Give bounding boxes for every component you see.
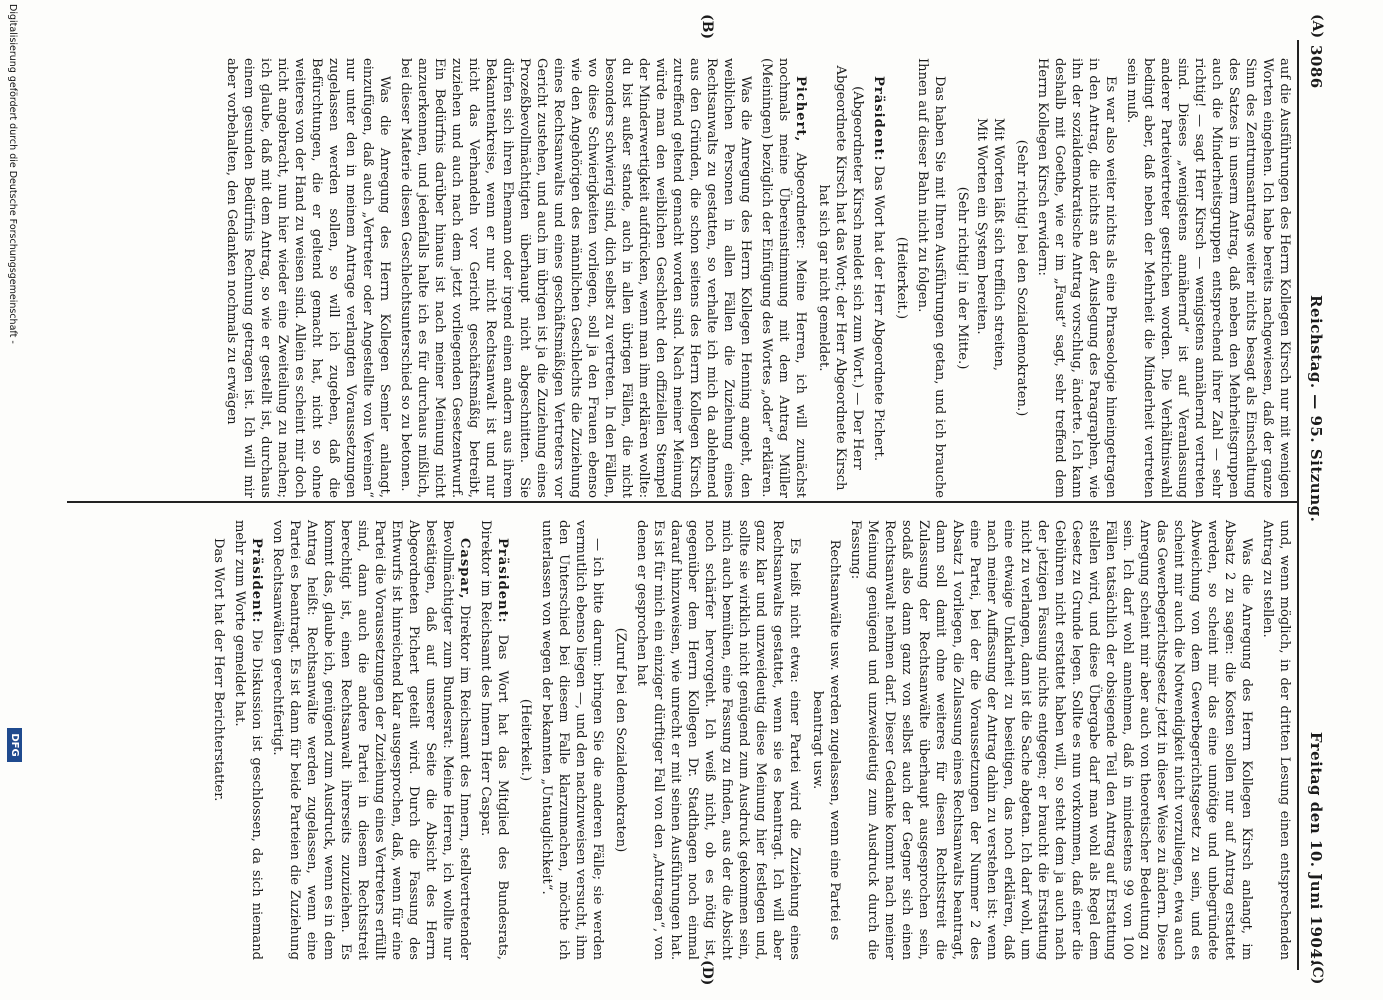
- margin-mark-c: (C): [1309, 960, 1325, 985]
- paragraph: Es heißt nicht etwa: einer Partei wird die Zuziehung eines Rechtsanwalts gestattet, wenn sie es beantragt. Ich will aber ganz klar und unzweideutig diese Meinung hier festlegen und, sollte sie wirklich nicht genügend zum Ausdruck gekommen sein, mich auch bemühen, eine Fassung zu finden, aus der die Absicht noch schärfer hervorgeht. Ich weiß nicht, ob es nötig ist, gegenüber dem Herrn Kollegen Dr. Stadthagen noch einmal darauf hinzuweisen, wie unrecht er mit seinen Ausführungen hat. Es ist für mich ein einziger dürftiger Fall von den „Antragen“, von denen er gesprochen hat: [634, 520, 802, 960]
- digitization-note: Digitalisierung gefördert durch die Deutsche Forschungsgemeinschaft -: [7, 4, 18, 344]
- paragraph: — ich bitte darum: bringen Sie die anderen Fälle; sie werden vermutlich ebenso liegen —, und den nachzuweisen versucht, ihm den Unterschied bei diesem Falle klarzumachen, möchte ich unterlassen von wegen der bekannten „Untauglichkeit“.: [539, 520, 605, 960]
- interjection: (Abgeordneter Kirsch meldet sich zum Wort.) — Der Herr Abgeordnete Kirsch hat das Wort; der Herr Abgeordnete Kirsch hat sich gar nicht gemeldet.: [816, 65, 865, 491]
- margin-mark-a: (A): [1309, 14, 1325, 39]
- interjection: (Zuruf bei den Sozialdemokraten): [613, 627, 628, 853]
- paragraph: [269, 520, 473, 960]
- interjection: (Sehr richtig! bei den Sozialdemokraten.): [1014, 139, 1029, 417]
- column-divider: [67, 501, 1297, 503]
- speaker-name: Pichert,: [793, 76, 808, 143]
- speaker-name: Caspar,: [457, 538, 472, 600]
- paragraph: [477, 520, 511, 960]
- margin-mark-b: (B): [699, 14, 715, 40]
- interjection: (Sehr richtig! in der Mitte.): [955, 186, 970, 370]
- running-title: Reichstag. — 95. Sitzung.: [1307, 295, 1325, 523]
- margin-mark-d: (D): [699, 960, 715, 986]
- interjection: (Heiterkeit.): [894, 236, 909, 320]
- left-column: [219, 58, 1293, 498]
- speech-text: Das Wort hat der Herr Abgeordnete Pichert.: [871, 165, 886, 462]
- speaker-name: Präsident:: [495, 538, 510, 624]
- paragraph: Das Wort hat der Herr Berichterstatter.: [211, 538, 226, 802]
- paragraph: auf die Ausführungen des Herrn Kollegen Kirsch nur mit wenigen Worten eingehen. Ich habe bereits nachgewiesen, daß der ganze Sinn des Zentrumsantrags weiter nichts besagt als Einschaltung des Satzes in unserm Antrag, daß neben den Mehrheitsgruppen auch die Minderheitsgruppen entsprechend ihrer Zahl — sehr richtig! — sagt Herr Kirsch — wenigstens annähernd vertreten sind. Dieses „wenigstens annähernd“ ist auf Veranlassung anderer Parteivertreter gestrichen worden. Die Verhältniswahl bedingt aber, daß neben der Mehrheit die Minderheit vertreten sein muß.: [1124, 58, 1292, 498]
- speech-text: Die Diskussion ist geschlossen, da sich niemand mehr zum Worte gemeldet hat.: [232, 520, 264, 961]
- paragraph: und, wenn möglich, in der dritten Lesung einen entsprechenden Antrag zu stellen.: [1260, 520, 1292, 960]
- paragraph: Das haben Sie mit Ihren Ausführungen getan, und ich brauche Ihnen auf dieser Bahn nicht zu folgen.: [915, 58, 947, 498]
- paragraph: [870, 58, 887, 498]
- paragraph: [758, 58, 809, 498]
- interjection: (Heiterkeit.): [518, 698, 533, 782]
- paragraph: Es war also weiter nichts als eine Phraseologie hineingetragen in den Antrag, die nichts an der Auslegung des Paragraphen, wie ihn der sozialdemokratische Antrag vorschlug, änderte. Ich kann deshalb mit Goethe, wie er im „Faust“ sagt, sehr treffend dem Herrn Kollegen Kirsch erwidern:: [1035, 58, 1118, 498]
- verse-line: Mit Worten läßt sich trefflich streiten,: [991, 118, 1006, 371]
- session-date: Freitag den 10. Juni 1904.: [1307, 731, 1325, 965]
- speech-text: Das Wort hat das Mitglied des Bundesrats, Direktor im Reichsamt des Innern Herr Caspar.: [478, 520, 510, 960]
- speaker-name: Präsident:: [249, 538, 264, 624]
- speech-text: Direktor im Reichsamt des Innern, stellvertretender Bevollmächtigter zum Bundesrat: Meine Herren, ich wollte nur bestätigen, daß auf unserer Seite die Absicht des Herrn Abgeordneten Pichert geteilt wird. Durch die Fassung des Entwurfs ist hinreichend klar ausgesprochen, daß, wenn für eine Partei die Voraussetzungen der Zuziehung eines Vertreters erfüllt sind, dann auch die andere Partei in diesem Rechtsstreit berechtigt ist, einen Rechtsanwalt ihrerseits zuzuziehen. Es kommt das, glaube ich, genügend zum Ausdruck, wenn es in dem Antrag heißt: Rechtsanwälte werden zugelassen, wenn eine Partei es beantragt. Es ist dann für beide Parteien die Zuziehung von Rechtsanwälten gerechtfertigt.: [270, 520, 472, 960]
- page-number: 3086: [1307, 45, 1325, 89]
- dfg-logo: DFG: [7, 728, 22, 762]
- paragraph: Was die Anregung des Herrn Kollegen Semler anlangt, einzufügen, daß auch „Vertreter oder Angestellte von Vereinen“ nur unter den in meinem Antrage verlangten Voraussetzungen zugelassen werden sollen, so will ich zugeben, daß die Befürchtungen, die er geltend gemacht hat, nicht so ohne weiteres von der Hand zu weisen sind. Allein es scheint mir doch nicht angebracht, nun hier wieder eine Zweiteilung zu machen; ich glaube, daß mit dem Antrag, so wie er gestellt ist, durchaus einem gesunden Bedürfnis Rechnung getragen ist. Ich will mir aber vorbehalten, den Gedanken nochmals zu erwägen: [224, 58, 392, 498]
- right-column: [206, 520, 1293, 960]
- paragraph: Was die Anregung des Herrn Kollegen Henning angeht, den weiblichen Personen in allen Fällen die Zuziehung eines Rechtsanwalts zu gestatten, so verhalte ich mich da ablehnend aus den Gründen, die schon seitens des Herrn Kollegen Kirsch zutreffend geltend gemacht worden sind. Nach meiner Meinung würde man den weiblichen Geschlecht den offiziellen Stempel der Minderwertigkeit aufdrücken, wenn man ihm erklären wollte: du bist außer stande, auch in allen übrigen Fällen, die nicht besonders schwierig sind, dich selbst zu vertreten. In den Fällen, wo diese Schwierigkeiten vorliegen, soll ja den Frauen ebenso wie den Angehörigen des männlichen Geschlechts die Zuziehung eines Rechtsanwalts und eines geschäftsmäßigen Vertreters vor Gericht zustehen, und auch im übrigen ist ja die Zuziehung eines Prozeßbevollmächtigten überhaupt nicht abgeschnitten. Sie dürfen sich ihren Ehemann oder irgend einen andern aus ihrem Bekanntenkreise, wenn er nur nicht Rechtsanwalt ist und nur nicht das Verhandeln vor Gericht geschäftsmäßig betreibt, zuziehen und auch nach dem jetzt vorliegenden Gesetzentwurf. Ein Bedürfnis darüber hinaus ist nach meiner Meinung nicht anzuerkennen, und jedenfalls halte ich es für durchaus mißlich, bei dieser Materie diesen Geschlechtsunterschied so zu betonen.: [398, 58, 753, 498]
- speech-text: Abgeordneter: Meine Herren, ich will zunächst nochmals meine Übereinstimmung mit dem Antrag Müller (Meiningen) bezüglich der Einfügung des Wortes „oder“ erklären.: [759, 58, 808, 498]
- paragraph: Was die Anregung des Herrn Kollegen Kirsch anlangt, im Absatz 2 zu sagen: die Kosten sollen nur auf Antrag erstattet werden, so scheint mir das eine unnötige und unbegründete Abweichung von dem Gewerbegerichtsgesetz zu sein, und es scheint mir auch die Notwendigkeit nicht vorzuliegen, etwa auch das Gewerbegerichtsgesetz jetzt in dieser Weise zu ändern. Diese Anregung scheint mir aber auch von theoretischer Bedeutung zu sein. Ich darf wohl annehmen, daß in mindestens 99 von 100 Fällen tatsächlich der obsiegende Teil den Antrag auf Erstattung stellen wird, und diese Übergabe darf man wohl als Regel dem Gesetz zu Grunde legen. Sollte es nun vorkommen, daß einer die Gebühren nicht erstattet haben will, so steht dem ja auch nach der jetzigen Fassung nichts entgegen; er braucht die Erstattung nicht zu verlangen, dann ist die Sache abgetan. Ich darf wohl, um eine etwaige Unklarheit zu beseitigen, das noch erklären, daß nach meiner Auffassung der Antrag dahin zu verstehen ist: wenn eine Partei, bei der die Voraussetzungen der Nummer 2 des Absatz 1 vorliegen, die Zulassung eines Rechtsanwalts beantragt, dann soll damit ohne weiteres für diesen Rechtsstreit die Zulassung der Rechtsanwälte überhaupt ausgesprochen sein, sodaß also dann ganz von selbst auch der Gegner sich einen Rechtsanwalt nehmen darf. Dieser Gedanke kommt nach meiner Meinung genügend und unzweideutig zum Ausdruck durch die Fassung:: [848, 520, 1254, 960]
- header-rule: [1297, 40, 1299, 970]
- quoted-text: Rechtsanwälte usw. werden zugelassen, wenn eine Partei es beantragt usw.: [810, 539, 842, 941]
- verse-line: Mit Worten ein System bereiten.: [974, 118, 989, 335]
- speaker-name: Präsident:: [871, 76, 886, 162]
- paragraph: [231, 520, 265, 960]
- page-header: [1301, 45, 1325, 965]
